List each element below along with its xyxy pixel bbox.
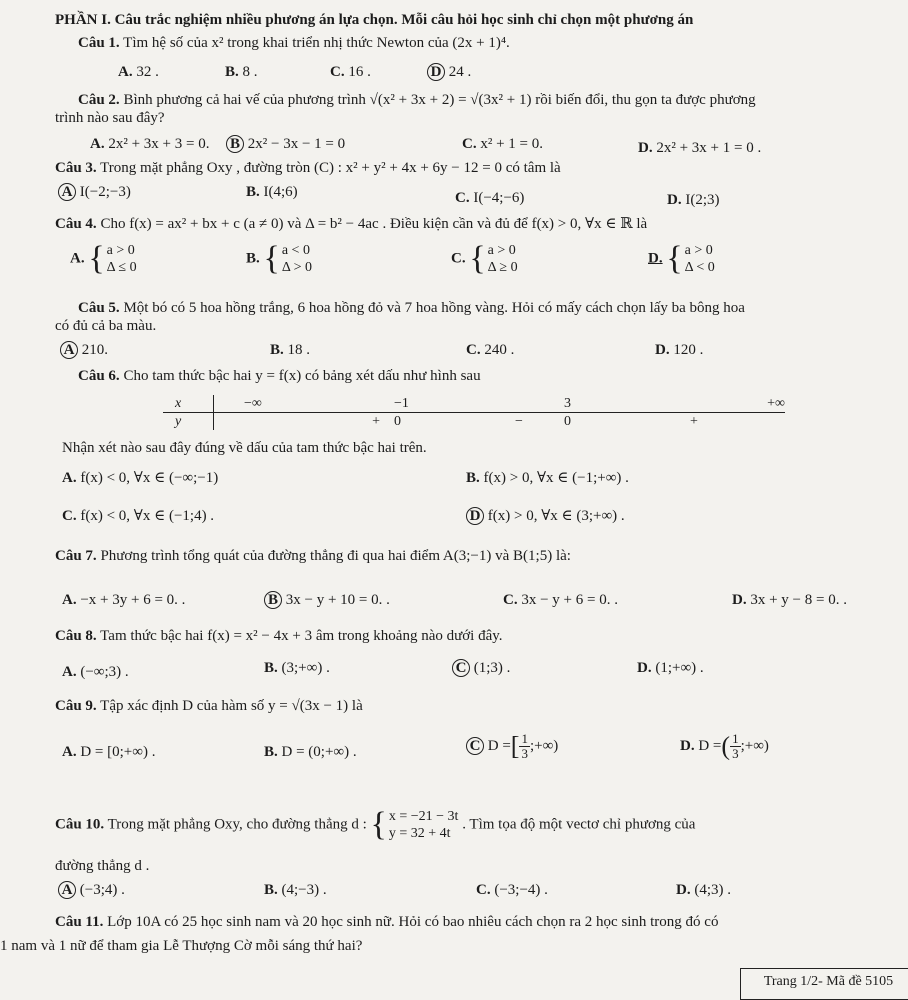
q2-option-d[interactable]: D. 2x² + 3x + 1 = 0 . <box>638 140 762 156</box>
q3-option-a[interactable]: A I(−2;−3) <box>58 182 131 202</box>
q8-option-b[interactable]: B. (3;+∞) . <box>264 660 330 676</box>
q10-option-c[interactable]: C. (−3;−4) . <box>476 882 548 898</box>
sign-table-x-label: x <box>163 395 214 413</box>
q2-option-b[interactable]: B 2x² − 3x − 1 = 0 <box>226 134 345 154</box>
answer-circle: C <box>466 737 484 755</box>
answer-circle: A <box>60 341 78 359</box>
question-7: Câu 7. Phương trình tổng quát của đường thẳng đi qua hai điểm A(3;−1) và B(1;5) là: <box>55 548 571 564</box>
question-6-note: Nhận xét nào sau đây đúng về dấu của tam thức bậc hai trên. <box>62 440 427 456</box>
q6-option-c[interactable]: C. f(x) < 0, ∀x ∈ (−1;4) . <box>62 508 215 524</box>
q8-option-d[interactable]: D. (1;+∞) . <box>637 660 704 676</box>
question-11-cont: 1 nam và 1 nữ để tham gia Lễ Thượng Cờ mỗi sáng thứ hai? <box>0 938 363 954</box>
q1-option-a[interactable]: A. 32 . <box>118 64 159 80</box>
q9-option-b[interactable]: B. D = (0;+∞) . <box>264 744 357 760</box>
q7-option-b[interactable]: B 3x − y + 10 = 0. . <box>264 590 390 610</box>
q1-option-d[interactable]: D 24 . <box>427 62 471 82</box>
question-6: Câu 6. Cho tam thức bậc hai y = f(x) có bảng xét dấu như hình sau <box>78 368 481 384</box>
question-4: Câu 4. Cho f(x) = ax² + bx + c (a ≠ 0) và Δ = b² − 4ac . Điều kiện cần và đủ để f(x) > 0, ∀x ∈ ℝ là <box>55 216 648 232</box>
q9-option-d[interactable]: D. D =( $\frac{1}{3}$ ;+∞) <box>680 731 769 761</box>
question-8: Câu 8. Tam thức bậc hai f(x) = x² − 4x + 3 âm trong khoảng nào dưới đây. <box>55 628 503 644</box>
q4-option-a[interactable]: A. { a > 0 Δ ≤ 0 <box>70 240 137 277</box>
page-footer: Trang 1/2- Mã đề 5105 <box>740 968 908 1000</box>
question-2: Câu 2. Bình phương cả hai vế của phương trình √(x² + 3x + 2) = √(3x² + 1) rồi biến đổi, thu gọn ta được phương <box>78 92 756 108</box>
question-10-cont: đường thẳng d . <box>55 858 150 874</box>
q1-option-b[interactable]: B. 8 . <box>225 64 258 80</box>
question-text: Tìm hệ số của x² trong khai triển nhị thức Newton của (2x + 1)⁴. <box>123 35 510 51</box>
answer-circle: B <box>264 591 282 609</box>
q1-option-c[interactable]: C. 16 . <box>330 64 371 80</box>
q4-option-d[interactable]: D. { a > 0 Δ < 0 <box>648 240 715 277</box>
q3-option-b[interactable]: B. I(4;6) <box>246 184 298 200</box>
q6-option-a[interactable]: A. f(x) < 0, ∀x ∈ (−∞;−1) <box>62 470 219 486</box>
question-2-cont: trình nào sau đây? <box>55 110 165 126</box>
q2-option-c[interactable]: C. x² + 1 = 0. <box>462 136 544 152</box>
q5-option-a[interactable]: A 210. <box>60 340 108 360</box>
answer-circle: B <box>226 135 244 153</box>
answer-circle: A <box>58 183 76 201</box>
question-3: Câu 3. Trong mặt phẳng Oxy , đường tròn (C) : x² + y² + 4x + 6y − 12 = 0 có tâm là <box>55 160 561 176</box>
question-5-cont: có đủ cả ba màu. <box>55 318 157 334</box>
q7-option-a[interactable]: A. −x + 3y + 6 = 0. . <box>62 592 186 608</box>
q3-option-c[interactable]: C. I(−4;−6) <box>455 190 525 206</box>
q7-option-c[interactable]: C. 3x − y + 6 = 0. . <box>503 592 618 608</box>
part-heading: PHẦN I. Câu trắc nghiệm nhiều phương án lựa chọn. Mỗi câu hỏi học sinh chỉ chọn một phương án <box>55 12 694 28</box>
question-11: Câu 11. Lớp 10A có 25 học sinh nam và 20 học sinh nữ. Hỏi có bao nhiêu cách chọn ra 2 học sinh trong đó có <box>55 914 719 930</box>
q5-option-b[interactable]: B. 18 . <box>270 342 311 358</box>
answer-circle: C <box>452 659 470 677</box>
q9-option-c[interactable]: C D =[ $\frac{1}{3}$ ;+∞) <box>466 732 558 761</box>
q2-option-a[interactable]: A. 2x² + 3x + 3 = 0. <box>90 136 210 152</box>
q8-option-c[interactable]: C (1;3) . <box>452 658 510 678</box>
answer-circle: D <box>427 63 445 81</box>
question-1 <box>78 33 510 53</box>
question-10: Câu 10. Trong mặt phẳng Oxy, cho đường thẳng d : { x = −21 − 3t y = 32 + 4t . Tìm tọa độ một vectơ chỉ phương của <box>55 806 696 843</box>
q7-option-d[interactable]: D. 3x + y − 8 = 0. . <box>732 592 847 608</box>
q10-option-b[interactable]: B. (4;−3) . <box>264 882 327 898</box>
q8-option-a[interactable]: A. (−∞;3) . <box>62 664 129 680</box>
q9-option-a[interactable]: A. D = [0;+∞) . <box>62 744 156 760</box>
q10-option-d[interactable]: D. (4;3) . <box>676 882 732 898</box>
question-9: Câu 9. Tập xác định D của hàm số y = √(3x − 1) là <box>55 698 363 714</box>
sign-table: x −∞ −1 3 +∞ y + 0 − 0 + <box>163 395 785 430</box>
q6-option-d[interactable]: D f(x) > 0, ∀x ∈ (3;+∞) . <box>466 506 625 526</box>
q4-option-c[interactable]: C. { a > 0 Δ ≥ 0 <box>451 240 518 277</box>
answer-circle: D <box>466 507 484 525</box>
question-label: Câu 1. <box>78 35 120 51</box>
q10-option-a[interactable]: A (−3;4) . <box>58 880 125 900</box>
sign-table-y-label: y <box>163 413 214 431</box>
q5-option-c[interactable]: C. 240 . <box>466 342 515 358</box>
q6-option-b[interactable]: B. f(x) > 0, ∀x ∈ (−1;+∞) . <box>466 470 629 486</box>
answer-circle: A <box>58 881 76 899</box>
q4-option-b[interactable]: B. { a < 0 Δ > 0 <box>246 240 312 277</box>
question-5: Câu 5. Một bó có 5 hoa hồng trắng, 6 hoa hồng đỏ và 7 hoa hồng vàng. Hỏi có mấy cách chọn lấy ba bông hoa <box>78 300 745 316</box>
q3-option-d[interactable]: D. I(2;3) <box>667 192 720 208</box>
q5-option-d[interactable]: D. 120 . <box>655 342 704 358</box>
